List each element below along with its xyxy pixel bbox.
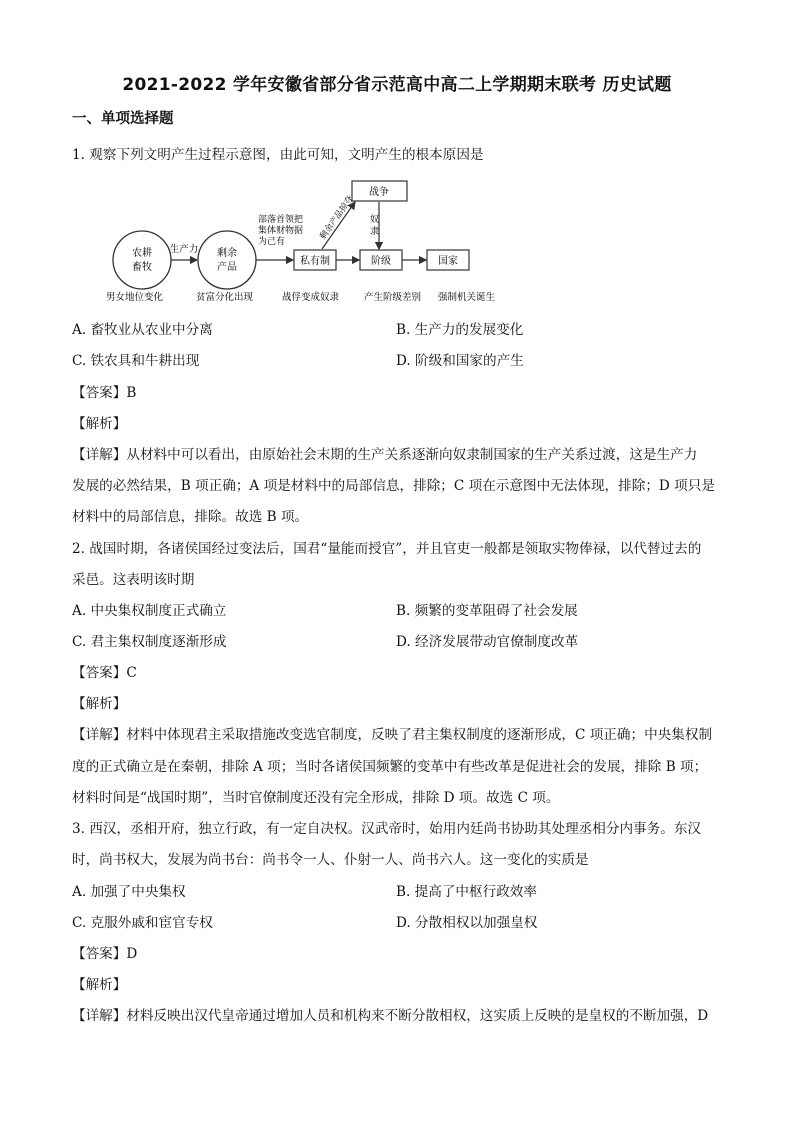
q2-detail-line-3: 材料时间是“战国时期”，当时官僚制度还没有完全形成，排除 D 项。故选 C 项。 — [72, 790, 560, 806]
edge-appropriate-label-3: 为己有 — [258, 237, 286, 247]
q1-detail-line-3: 材料中的局部信息，排除。故选 B 项。 — [72, 509, 309, 525]
q3-detail-line-1: 【详解】材料反映出汉代皇帝通过增加人员和机构来不断分散相权，这实质上反映的是皇权的不断加强，D — [72, 1008, 709, 1024]
bottom-label-4: 产生阶级差别 — [364, 292, 422, 303]
q1-detail-line-1: 【详解】从材料中可以看出，由原始社会末期的生产关系逐渐向奴隶制国家的生产关系过渡，这是生产力 — [72, 447, 698, 463]
edge-plunder-label: 剩余产品掠夺 — [318, 194, 356, 242]
q3-option-a: A. 加强了中央集权 — [72, 884, 186, 900]
edge-productivity-label: 生产力 — [169, 244, 199, 255]
q3-answer: 【答案】D — [72, 946, 138, 962]
q2-analysis-heading: 【解析】 — [72, 696, 127, 712]
section-heading: 一、单项选择题 — [72, 111, 174, 127]
q1-option-c: C. 铁农具和牛耕出现 — [72, 353, 200, 369]
q1-option-d: D. 阶级和国家的产生 — [396, 353, 524, 369]
node-surplus-label-1: 剩余 — [217, 248, 237, 259]
q1-analysis-heading: 【解析】 — [72, 416, 127, 432]
edge-appropriate-label-1: 部落首领把 — [258, 215, 304, 225]
q3-option-c: C. 克服外戚和宦官专权 — [72, 915, 213, 931]
q3-analysis-heading: 【解析】 — [72, 977, 127, 993]
node-farming-label-2: 畜牧 — [132, 262, 152, 273]
node-war-label: 战争 — [369, 187, 389, 198]
edge-slaves-label-1: 奴 — [370, 215, 380, 225]
q2-stem-line-1: 2. 战国时期，各诸侯国经过变法后，国君“量能而授官”，并且官吏一般都是领取实物俸禄，以代替过去的 — [72, 541, 702, 557]
q3-stem-line-1: 3. 西汉，丞相开府，独立行政，有一定自决权。汉武帝时，始用内廷尚书协助其处理丞相分内事务。东汉 — [72, 821, 702, 837]
q2-detail-line-2: 度的正式确立是在秦朝，排除 A 项；当时各诸侯国频繁的变革中有些改革是促进社会的发展，排除 B 项； — [72, 759, 708, 775]
bottom-label-3: 战俘变成奴隶 — [282, 292, 340, 303]
edge-slaves-label-2: 隶 — [370, 227, 380, 237]
q1-stem: 1. 观察下列文明产生过程示意图，由此可知，文明产生的根本原因是 — [72, 147, 484, 163]
bottom-label-1: 男女地位变化 — [106, 292, 164, 303]
civilization-diagram — [102, 178, 512, 306]
q3-option-b: B. 提高了中枢行政效率 — [396, 884, 537, 900]
page-title: 2021-2022 学年安徽省部分省示范高中高二上学期期末联考 历史试题 — [122, 75, 672, 95]
q1-option-a: A. 畜牧业从农业中分离 — [72, 322, 213, 338]
node-surplus-label-2: 产品 — [217, 262, 237, 273]
q3-option-d: D. 分散相权以加强皇权 — [396, 915, 538, 931]
q1-detail-line-2: 发展的必然结果，B 项正确；A 项是材料中的局部信息，排除；C 项在示意图中无法体现，排除；D 项只是 — [72, 478, 715, 494]
bottom-label-2: 贫富分化出现 — [196, 292, 254, 303]
q2-option-b: B. 频繁的变革阻碍了社会发展 — [396, 603, 578, 619]
node-class-label: 阶级 — [371, 256, 391, 267]
edge-appropriate-label-2: 集体财物据 — [258, 226, 304, 236]
node-surplus-circle — [198, 231, 256, 289]
q1-answer: 【答案】B — [72, 385, 137, 401]
q2-stem-line-2: 采邑。这表明该时期 — [72, 572, 195, 588]
q2-option-d: D. 经济发展带动官僚制度改革 — [396, 634, 579, 650]
node-private-label: 私有制 — [300, 256, 330, 267]
node-farming-label-1: 农耕 — [132, 248, 152, 259]
q2-option-a: A. 中央集权制度正式确立 — [72, 603, 227, 619]
bottom-label-5: 强制机关诞生 — [438, 292, 496, 303]
q1-option-b: B. 生产力的发展变化 — [396, 322, 524, 338]
node-state-label: 国家 — [438, 256, 458, 267]
q2-detail-line-1: 【详解】材料中体现君主采取措施改变选官制度，反映了君主集权制度的逐渐形成，C 项正确；中央集权制 — [72, 727, 713, 743]
q3-stem-line-2: 时，尚书权大，发展为尚书台：尚书令一人、仆射一人、尚书六人。这一变化的实质是 — [72, 852, 589, 868]
q2-answer: 【答案】C — [72, 665, 137, 681]
q2-option-c: C. 君主集权制度逐渐形成 — [72, 634, 227, 650]
node-farming-circle — [113, 231, 171, 289]
